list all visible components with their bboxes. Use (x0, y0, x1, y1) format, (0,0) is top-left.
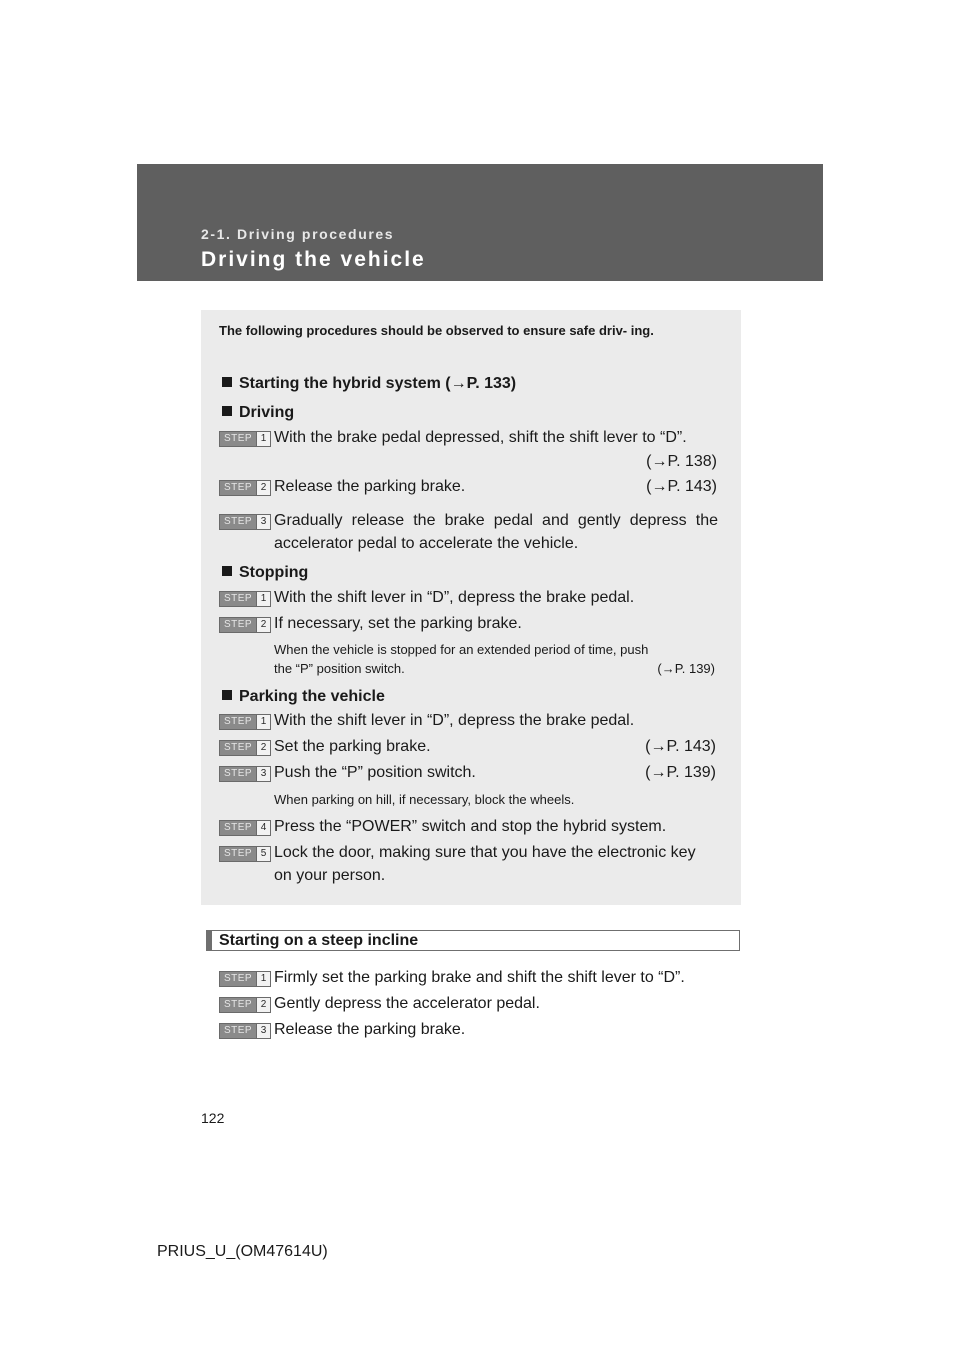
section-header (137, 164, 823, 281)
step-badge: STEP 3 (219, 1023, 271, 1039)
page-reference: (→P. 139) (657, 661, 715, 676)
step-text: Gently depress the accelerator pedal. (274, 995, 540, 1012)
incline-heading-box (206, 930, 740, 951)
intro-text: The following procedures should be observed to ensure safe driv- ing. (219, 323, 654, 338)
section-label: 2-1. Driving procedures (201, 226, 395, 242)
page-reference: (→P. 139) (645, 764, 716, 781)
page-reference: (→P. 143) (645, 738, 716, 755)
step-badge: STEP 1 (219, 971, 271, 987)
incline-heading: Starting on a steep incline (219, 932, 419, 949)
square-bullet-icon (222, 690, 232, 700)
page-reference: (→P. 138) (646, 453, 717, 470)
square-bullet-icon (222, 406, 232, 416)
step-badge: STEP 2 (219, 740, 271, 756)
square-bullet-icon (222, 377, 232, 387)
step-text: Release the parking brake. (274, 478, 466, 495)
step-text: Firmly set the parking brake and shift the shift lever to “D”. (274, 969, 685, 986)
note-text: When the vehicle is stopped for an extended period of time, push (274, 642, 649, 657)
step-badge: STEP 3 (219, 514, 271, 530)
note-text: When parking on hill, if necessary, block the wheels. (274, 792, 575, 807)
step-badge: STEP 2 (219, 997, 271, 1013)
step-text: Release the parking brake. (274, 1021, 466, 1038)
step-badge: STEP 5 (219, 846, 271, 862)
procedure-panel (201, 310, 741, 905)
document-code: PRIUS_U_(OM47614U) (157, 1243, 328, 1260)
heading-starting: Starting the hybrid system (→P. 133) (222, 375, 516, 393)
step-text-continued: on your person. (274, 867, 386, 884)
heading-parking: Parking the vehicle (222, 688, 385, 706)
heading-driving: Driving (222, 404, 294, 422)
page-title: Driving the vehicle (201, 248, 426, 271)
step-text: Lock the door, making sure that you have the electronic key (274, 844, 696, 861)
step-text: Set the parking brake. (274, 738, 431, 755)
step-text: Press the “POWER” switch and stop the hybrid system. (274, 818, 667, 835)
step-text: If necessary, set the parking brake. (274, 615, 522, 632)
step-text: With the shift lever in “D”, depress the brake pedal. (274, 589, 635, 606)
square-bullet-icon (222, 566, 232, 576)
step-text: With the brake pedal depressed, shift the shift lever to “D”. (274, 429, 687, 446)
step-text-continued: accelerator pedal to accelerate the vehicle. (274, 535, 579, 552)
step-badge: STEP 1 (219, 591, 271, 607)
step-badge: STEP 4 (219, 820, 271, 836)
page-number: 122 (201, 1110, 225, 1126)
page-reference: (→P. 143) (646, 478, 717, 495)
step-text: With the shift lever in “D”, depress the brake pedal. (274, 712, 635, 729)
heading-stopping: Stopping (222, 564, 308, 582)
note-text: the “P” position switch. (274, 661, 405, 676)
step-text: Gradually release the brake pedal and gently depress the (274, 512, 718, 529)
step-badge: STEP 2 (219, 480, 271, 496)
step-badge: STEP 1 (219, 431, 271, 447)
step-badge: STEP 2 (219, 617, 271, 633)
step-badge: STEP 3 (219, 766, 271, 782)
step-text: Push the “P” position switch. (274, 764, 476, 781)
step-badge: STEP 1 (219, 714, 271, 730)
